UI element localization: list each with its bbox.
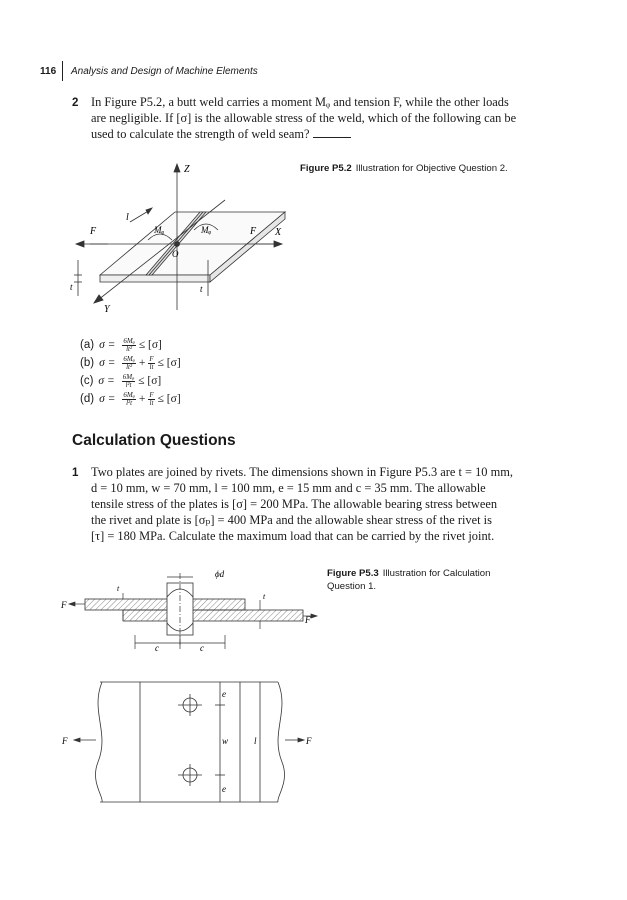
fraction	[122, 374, 135, 389]
option-lhs: σ =	[98, 375, 115, 387]
z-axis-label: Z	[184, 164, 190, 175]
numerator: F	[149, 354, 154, 363]
answer-blank	[313, 126, 351, 138]
numerator: 6Mᵩ	[123, 390, 135, 399]
option-label: (b)	[80, 357, 95, 369]
moment-label-left: Mᵩ	[154, 225, 165, 235]
fraction	[122, 356, 135, 371]
option-rhs: ≤ [σ]	[138, 339, 162, 351]
edge-distance-label-top: e	[222, 689, 226, 699]
question-text	[91, 94, 541, 142]
fraction	[148, 356, 154, 371]
thickness-label-right: t	[200, 284, 203, 294]
force-label-top-right: F	[305, 615, 311, 625]
denominator: lt²	[126, 344, 133, 353]
option-a	[80, 337, 162, 353]
numerator: 6Mᵩ	[123, 354, 135, 363]
question-line: tensile stress of the plates is [σ] = 200 MPa. The allowable bearing stress between	[91, 497, 498, 511]
caption-text: Illustration for Calculation	[382, 568, 491, 579]
fraction	[122, 338, 135, 353]
figure-p53-plan	[60, 672, 330, 807]
running-title: Analysis and Design of Machine Elements	[71, 66, 258, 77]
question-text	[91, 464, 541, 544]
caption-label: Figure P5.2	[300, 163, 352, 174]
numerator: 6Mᵩ	[122, 372, 135, 381]
question-line: are negligible. If [σ] is the allowable stress of the weld, which of the following can be	[91, 111, 517, 125]
length-label: l	[254, 736, 257, 746]
option-label: (c)	[80, 375, 94, 387]
force-label-bottom-right: F	[306, 736, 312, 746]
question-number: 2	[72, 97, 79, 109]
option-plus: +	[138, 393, 146, 405]
header-rule	[62, 61, 63, 81]
denominator: l²t	[126, 398, 133, 407]
option-plus: +	[138, 357, 146, 369]
option-label: (d)	[80, 393, 95, 405]
option-rhs: ≤ [σ]	[138, 375, 162, 387]
width-label: w	[222, 736, 229, 746]
x-axis-label: X	[275, 227, 282, 238]
thickness-label-right: t	[263, 592, 266, 601]
caption-text: Question 1.	[327, 581, 377, 592]
denominator: lt²	[126, 362, 133, 371]
force-label-bottom-left: F	[62, 736, 68, 746]
question-line: d = 10 mm, w = 70 mm, l = 100 mm, e = 15 mm and c = 35 mm. The allowable	[91, 481, 486, 495]
option-lhs: σ =	[99, 339, 116, 351]
force-label-top-left: F	[61, 600, 67, 610]
page-number: 116	[40, 66, 57, 77]
question-line: Two plates are joined by rivets. The dimensions shown in Figure P5.3 are t = 10 mm,	[91, 465, 513, 479]
option-d	[80, 391, 181, 407]
thickness-label-left: t	[117, 584, 120, 593]
thickness-label-left: t	[70, 282, 73, 292]
figure-p52-caption	[300, 162, 508, 175]
option-rhs: ≤ [σ]	[157, 357, 181, 369]
figure-p53-caption	[327, 567, 490, 593]
y-axis-label: Y	[104, 304, 110, 315]
edge-distance-label-bottom: e	[222, 784, 226, 794]
force-label-left: F	[90, 226, 97, 237]
option-b	[80, 355, 181, 371]
length-label: l	[126, 212, 129, 223]
origin-label: O	[172, 249, 179, 259]
option-rhs: ≤ [σ]	[157, 393, 181, 405]
option-c	[80, 373, 161, 389]
pitch-label-right: c	[200, 643, 204, 653]
option-lhs: σ =	[99, 357, 116, 369]
option-lhs: σ =	[99, 393, 116, 405]
option-label: (a)	[80, 339, 95, 351]
numerator: 6Mᵩ	[123, 336, 135, 345]
denominator: lt	[149, 398, 154, 407]
numerator: F	[149, 390, 154, 399]
question-line: [τ] = 180 MPa. Calculate the maximum load that can be carried by the rivet joint.	[91, 529, 495, 543]
force-label-right: F	[250, 226, 257, 237]
denominator: lt	[149, 362, 154, 371]
denominator: l²t	[125, 380, 132, 389]
pitch-label-left: c	[155, 643, 159, 653]
diameter-label: ϕd	[215, 569, 225, 579]
section-heading: Calculation Questions	[72, 432, 236, 449]
question-line: the rivet and plate is [σₚ] = 400 MPa and the allowable shear stress of the rivet is	[91, 513, 492, 527]
caption-text: Illustration for Objective Question 2.	[355, 163, 508, 174]
fraction	[148, 392, 154, 407]
moment-label-right: Mᵩ	[201, 225, 212, 235]
caption-label: Figure P5.3	[327, 568, 379, 579]
question-number: 1	[72, 467, 79, 479]
figure-p53-section	[55, 565, 325, 655]
question-line: In Figure P5.2, a butt weld carries a moment Mᵩ and tension F, while the other loads	[91, 95, 509, 109]
figure-p52-diagram	[70, 160, 300, 320]
question-line: used to calculate the strength of weld seam?	[91, 127, 310, 141]
fraction	[122, 392, 135, 407]
